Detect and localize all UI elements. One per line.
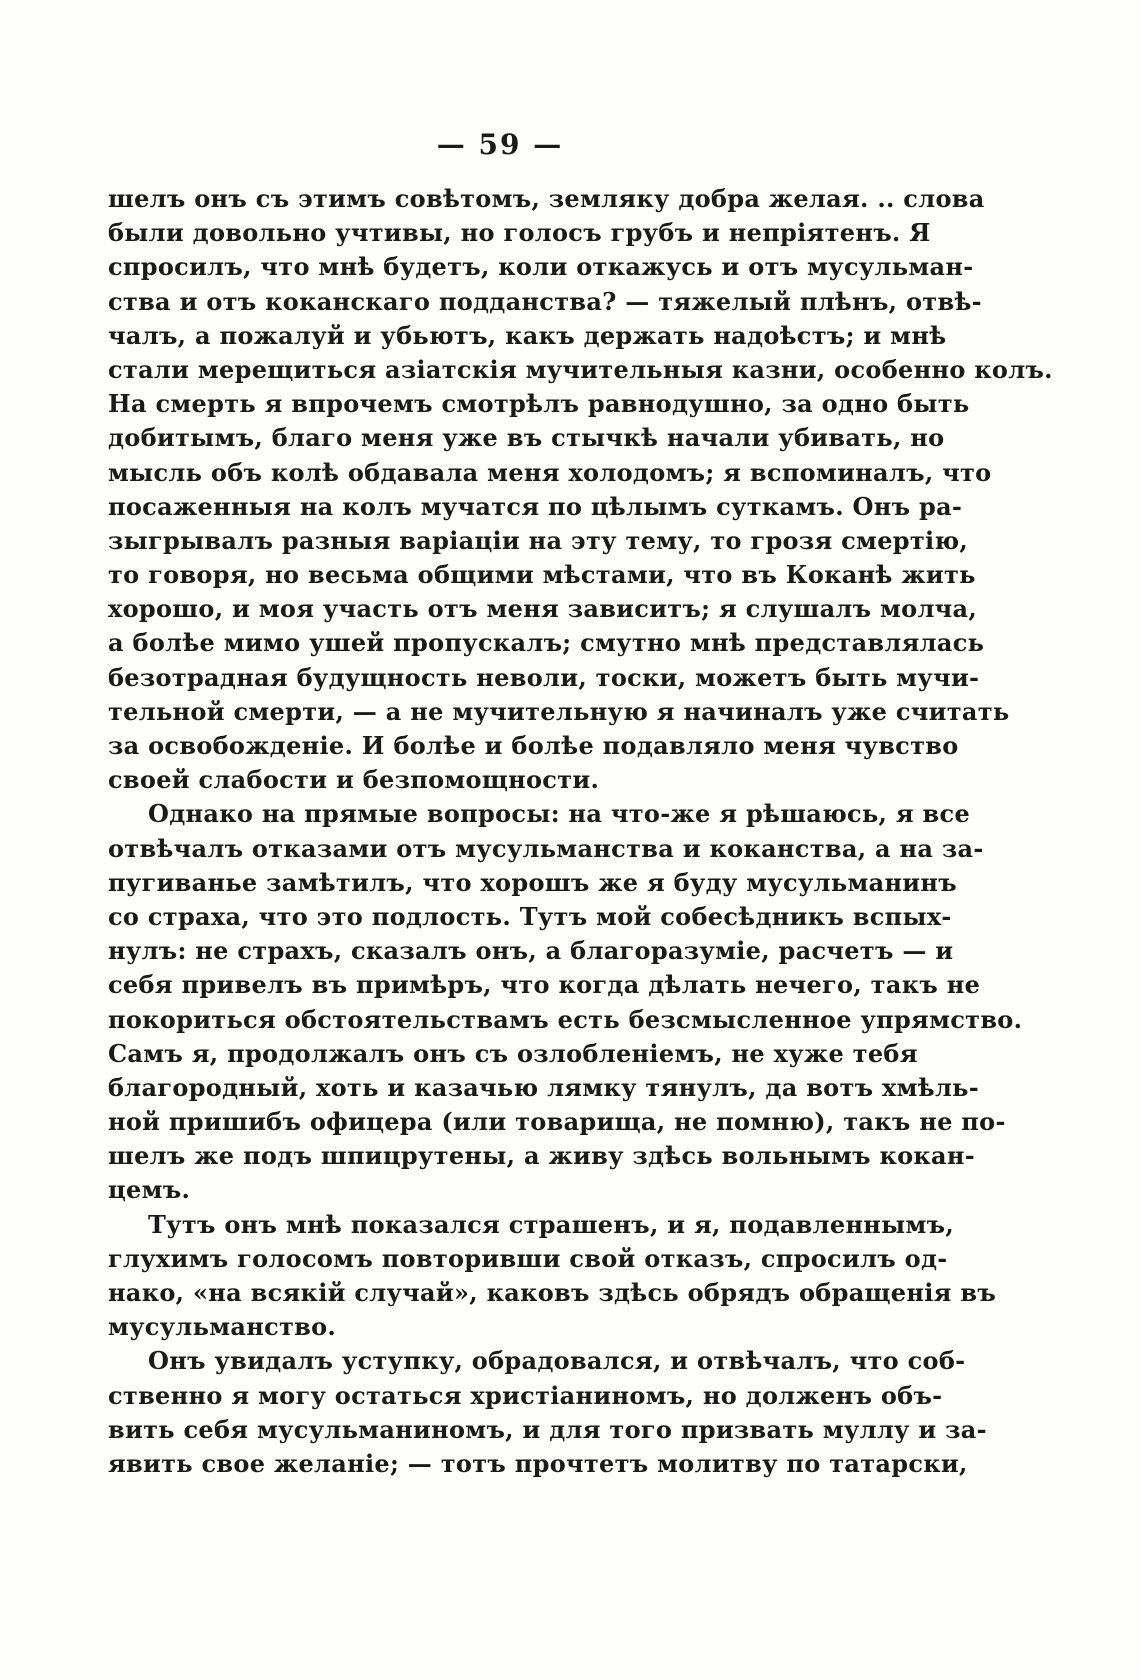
text-line: глухимъ голосомъ повторивши свой отказъ, спросилъ од- [108, 1243, 948, 1273]
text-line: шелъ онъ съ этимъ совѣтомъ, земляку добра желая. .. слова [108, 184, 985, 213]
text-line: ной пришибъ офицера (или товарища, не помню), такъ не по- [108, 1107, 1006, 1137]
text-line: своей слабости и безпомощности. [108, 765, 600, 795]
text-line: со страха, что это подлость. Тутъ мой собесѣдникъ вспых- [108, 901, 952, 931]
text-line: тельной смерти, — а не мучительную я начиналъ уже считать [108, 696, 1010, 726]
text-line: были довольно учтивы, но голосъ грубъ и непріятенъ. Я [108, 218, 931, 248]
text-line: Однако на прямые вопросы: на что-же я рѣшаюсь, я все [148, 799, 971, 829]
text-line: хорошо, и моя участь отъ меня зависитъ; я слушалъ молча, [108, 594, 978, 624]
text-line: себя привелъ въ примѣръ, что когда дѣлать нечего, такъ не [108, 970, 981, 1000]
text-line: зыгрывалъ разныя варіаціи на эту тему, то грозя смертію, [108, 525, 969, 555]
text-line: Онъ увидалъ уступку, обрадовался, и отвѣчалъ, что соб- [148, 1346, 966, 1376]
text-line: цемъ. [108, 1175, 191, 1205]
text-line: а болѣе мимо ушей пропускалъ; смутно мнѣ представлялась [108, 628, 985, 658]
text-line: спросилъ, что мнѣ будетъ, коли откажусь и отъ мусульман- [108, 252, 974, 282]
text-line: шелъ же подъ шпицрутены, а живу здѣсь вольнымъ кокан- [108, 1141, 976, 1171]
text-line: отвѣчалъ отказами отъ мусульманства и коканства, а на за- [108, 833, 984, 863]
text-line: На смерть я впрочемъ смотрѣлъ равнодушно, за одно быть [108, 389, 970, 419]
text-line: посаженныя на колъ мучатся по цѣлымъ суткамъ. Онъ ра- [108, 491, 963, 521]
text-line: нулъ: не страхъ, сказалъ онъ, а благоразуміе, расчетъ — и [108, 936, 954, 966]
text-line: вить себя мусульманиномъ, и для того призвать муллу и за- [108, 1414, 987, 1444]
body-text [108, 182, 1053, 1481]
text-line: то говоря, но весьма общими мѣстами, что въ Коканѣ жить [108, 560, 976, 590]
text-line: Тутъ онъ мнѣ показался страшенъ, и я, подавленнымъ, [148, 1209, 955, 1239]
text-line: безотрадная будущность неволи, тоски, можетъ быть мучи- [108, 662, 980, 692]
text-line: Самъ я, продолжалъ онъ съ озлобленіемъ, не хуже тебя [108, 1038, 918, 1068]
text-line: ства и отъ коканскаго подданства? — тяжелый плѣнъ, отвѣ- [108, 286, 982, 316]
text-line: добитымъ, благо меня уже въ стычкѣ начали убивать, но [108, 423, 945, 453]
text-line: покориться обстоятельствамъ есть безсмысленное упрямство. [108, 1004, 1023, 1034]
text-line: ственно я могу остаться христіаниномъ, но долженъ объ- [108, 1380, 943, 1410]
text-line: нако, «на всякій случай», каковъ здѣсь обрядъ обращенія въ [108, 1278, 997, 1307]
text-line: пугиванье замѣтилъ, что хорошъ же я буду мусульманинъ [108, 867, 957, 897]
text-line: чалъ, а пожалуй и убьютъ, какъ держать надоѣстъ; и мнѣ [108, 320, 947, 350]
text-line: благородный, хоть и казачью лямку тянулъ, да вотъ хмѣль- [108, 1072, 980, 1102]
page-number: — 59 — [436, 128, 564, 161]
text-line: явить свое желаніе; — тотъ прочтетъ молитву по татарски, [108, 1448, 968, 1478]
text-line: стали мерещиться азіатскія мучительныя казни, особенно колъ. [108, 354, 1053, 384]
text-line: мысль объ колѣ обдавала меня холодомъ; я вспоминалъ, что [108, 457, 992, 487]
text-line: за освобожденіе. И болѣе и болѣе подавляло меня чувство [108, 731, 959, 760]
text-line: мусульманство. [108, 1312, 337, 1342]
